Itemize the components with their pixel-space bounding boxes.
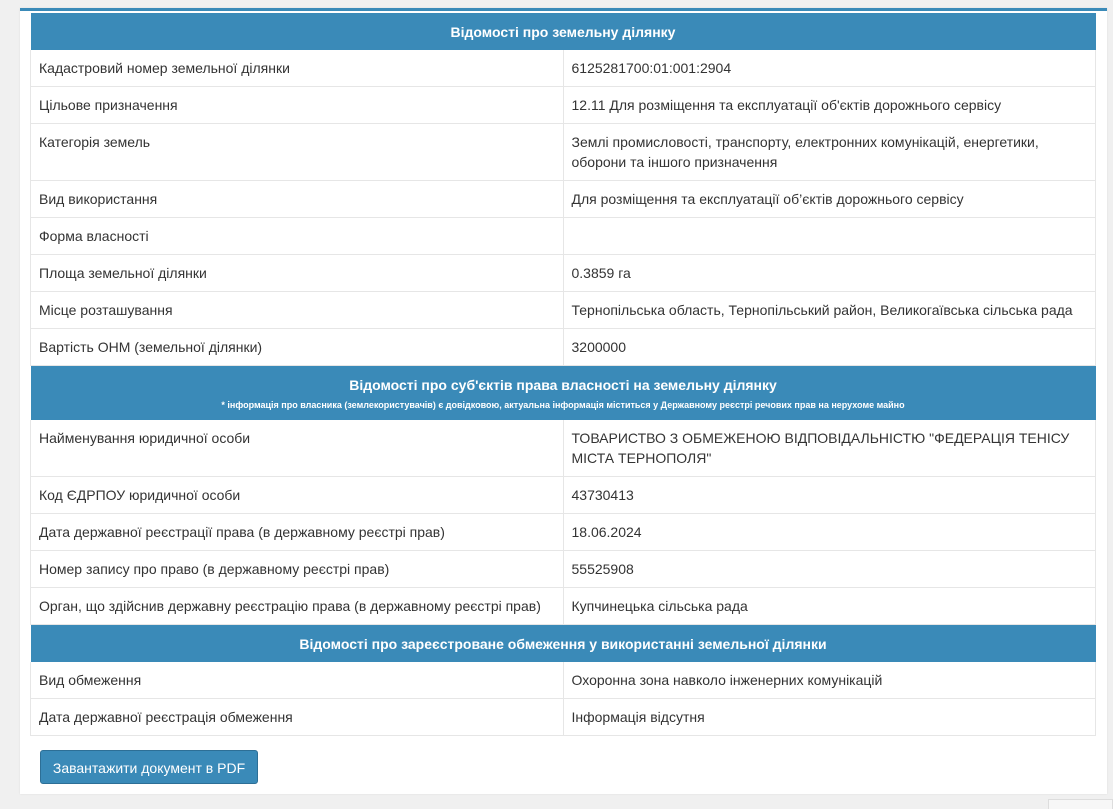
table-row xyxy=(31,588,1096,625)
record-number-label: Номер запису про право (в державному реєстрі прав) xyxy=(31,551,564,588)
valuation-value: 3200000 xyxy=(563,329,1096,366)
table-row xyxy=(31,292,1096,329)
area-label: Площа земельної ділянки xyxy=(31,255,564,292)
legal-entity-name-label: Найменування юридичної особи xyxy=(31,420,564,477)
purpose-label: Цільове призначення xyxy=(31,87,564,124)
restriction-date-label: Дата державної реєстрація обмеження xyxy=(31,699,564,736)
registering-authority-label: Орган, що здійснив державну реєстрацію права (в державному реєстрі прав) xyxy=(31,588,564,625)
restriction-section-title: Відомості про зареєстроване обмеження у використанні земельної ділянки xyxy=(31,625,1096,663)
table-row xyxy=(31,218,1096,255)
owner-section-header xyxy=(31,366,1096,421)
table-row xyxy=(31,181,1096,218)
owner-section-title: Відомості про суб'єктів права власності на земельну ділянку xyxy=(349,377,777,393)
cadastral-number-value: 6125281700:01:001:2904 xyxy=(563,50,1096,87)
table-row xyxy=(31,514,1096,551)
table-row xyxy=(31,699,1096,736)
registration-date-label: Дата державної реєстрації права (в державному реєстрі прав) xyxy=(31,514,564,551)
edrpou-code-value: 43730413 xyxy=(563,477,1096,514)
area-value: 0.3859 га xyxy=(563,255,1096,292)
restriction-type-value: Охоронна зона навколо інженерних комунікацій xyxy=(563,662,1096,699)
table-row xyxy=(31,551,1096,588)
table-row xyxy=(31,420,1096,477)
cadastral-number-label: Кадастровий номер земельної ділянки xyxy=(31,50,564,87)
table-row xyxy=(31,477,1096,514)
corner-tab[interactable] xyxy=(1048,799,1113,809)
table-row xyxy=(31,255,1096,292)
land-section-header xyxy=(31,13,1096,50)
restriction-type-label: Вид обмеження xyxy=(31,662,564,699)
table-row xyxy=(31,50,1096,87)
ownership-form-value xyxy=(563,218,1096,255)
table-row xyxy=(31,124,1096,181)
location-label: Місце розташування xyxy=(31,292,564,329)
registering-authority-value: Купчинецька сільська рада xyxy=(563,588,1096,625)
location-value: Тернопільська область, Тернопільський район, Великогаївська сільська рада xyxy=(563,292,1096,329)
usage-type-label: Вид використання xyxy=(31,181,564,218)
owner-section-note: * інформація про власника (землекористувачів) є довідковою, актуальна інформація міститься у Державному реєстрі речових прав на нерухоме майно xyxy=(221,400,905,410)
registration-date-value: 18.06.2024 xyxy=(563,514,1096,551)
usage-type-value: Для розміщення та експлуатації об’єктів дорожнього сервісу xyxy=(563,181,1096,218)
land-category-value: Землі промисловості, транспорту, електронних комунікацій, енергетики, оборони та іншого призначення xyxy=(563,124,1096,181)
land-section-title: Відомості про земельну ділянку xyxy=(31,13,1096,50)
purpose-value: 12.11 Для розміщення та експлуатації об'єктів дорожнього сервісу xyxy=(563,87,1096,124)
restriction-section-header xyxy=(31,625,1096,663)
ownership-form-label: Форма власності xyxy=(31,218,564,255)
legal-entity-name-value: ТОВАРИСТВО З ОБМЕЖЕНОЮ ВІДПОВІДАЛЬНІСТЮ "ФЕДЕРАЦІЯ ТЕНІСУ МІСТА ТЕРНОПОЛЯ" xyxy=(563,420,1096,477)
valuation-label: Вартість ОНМ (земельної ділянки) xyxy=(31,329,564,366)
download-pdf-button[interactable]: Завантажити документ в PDF xyxy=(40,750,258,784)
land-category-label: Категорія земель xyxy=(31,124,564,181)
table-row xyxy=(31,329,1096,366)
land-info-table xyxy=(30,13,1096,736)
restriction-date-value: Інформація відсутня xyxy=(563,699,1096,736)
table-row xyxy=(31,87,1096,124)
table-row xyxy=(31,662,1096,699)
record-number-value: 55525908 xyxy=(563,551,1096,588)
edrpou-code-label: Код ЄДРПОУ юридичної особи xyxy=(31,477,564,514)
land-info-panel xyxy=(20,8,1107,794)
